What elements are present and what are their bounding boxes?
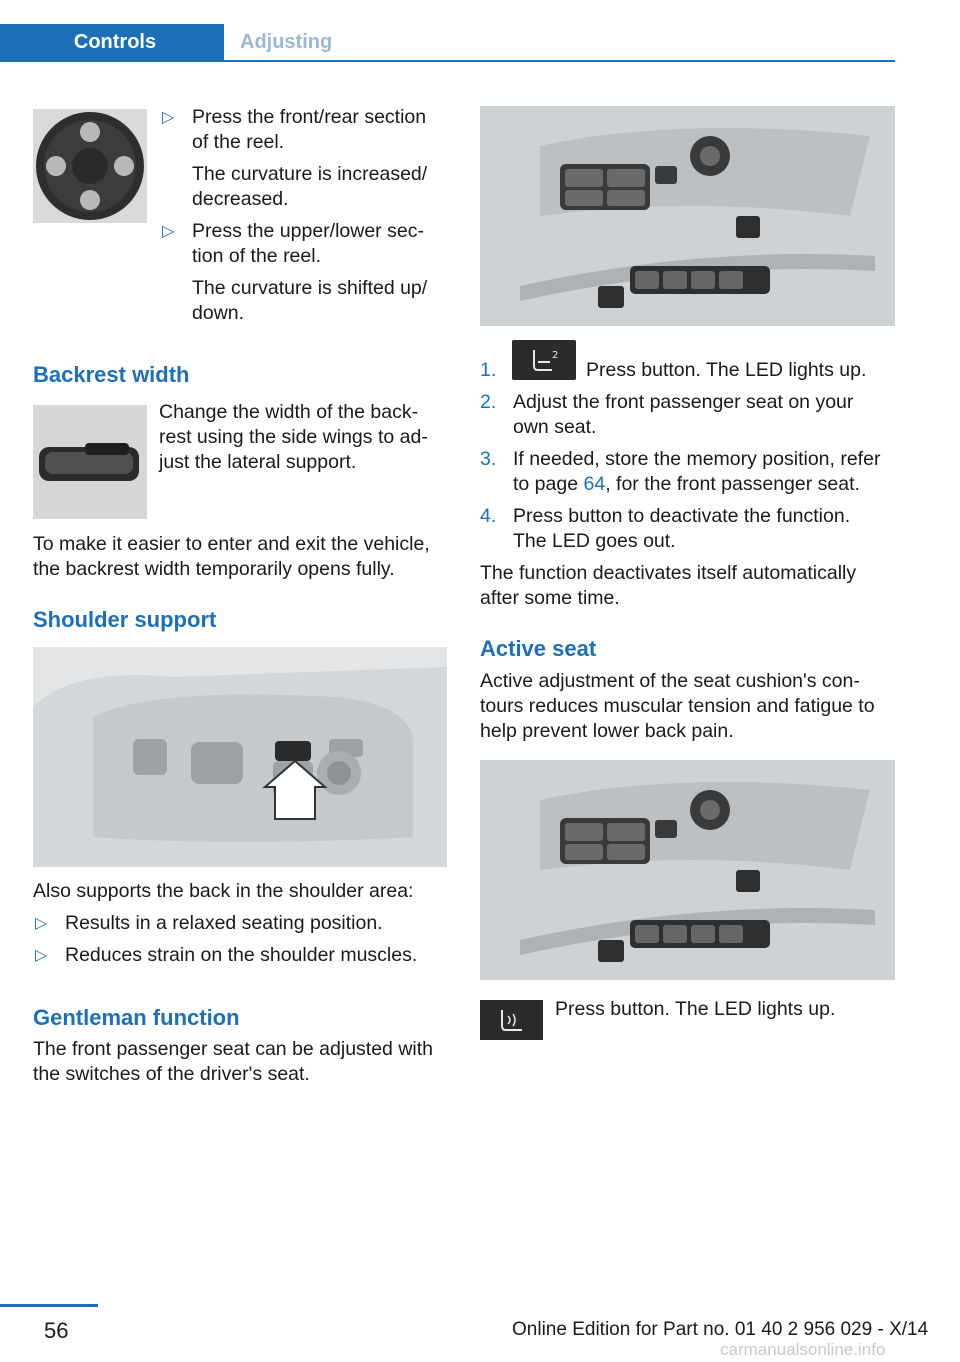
- lumbar-bullet-2: Press the upper/lower sec‐ tion of the reel.: [192, 220, 424, 267]
- lumbar-reel-image: [33, 109, 147, 223]
- backrest-width-note: To make it easier to enter and exit the vehicle, the backrest width temporarily opens fully.: [33, 533, 430, 580]
- shoulder-bullet-2: Reduces strain on the shoulder muscles.: [65, 944, 418, 966]
- page-number: 56: [44, 1318, 69, 1343]
- step-3-number: 3.: [480, 448, 497, 470]
- auto-off-note: The function deactivates itself automatically after some time.: [480, 562, 857, 609]
- step-1-number: 1.: [480, 359, 497, 381]
- step-1-text: Press button. The LED lights up.: [586, 359, 867, 381]
- svg-text:2: 2: [552, 350, 559, 361]
- bullet-triangle-icon: ▷: [162, 109, 175, 126]
- step-4-number: 4.: [480, 505, 497, 527]
- tab-adjusting[interactable]: Adjusting: [240, 31, 333, 53]
- step-3-text-after: , for the front passenger seat.: [605, 473, 860, 495]
- step-3-text-before: If needed, store the memory position, refer to page: [513, 448, 881, 495]
- header-rule: [0, 60, 895, 62]
- shoulder-support-heading: Shoulder support: [33, 607, 217, 632]
- edition-footer: Online Edition for Part no. 01 40 2 956 029 - X/14: [512, 1319, 929, 1340]
- lumbar-bullet-1-result: The curvature is increased/ decreased.: [192, 163, 428, 210]
- lumbar-bullet-1: Press the front/rear section of the reel.: [192, 106, 427, 153]
- backrest-width-description: Change the width of the back‐ rest using the side wings to ad‐ just the lateral support.: [159, 401, 428, 473]
- bullet-triangle-icon: ▷: [35, 947, 48, 964]
- seat-memory-2-button-icon: [512, 340, 576, 380]
- active-seat-heading: Active seat: [480, 636, 597, 661]
- step-2-text: Adjust the front passenger seat on your own seat.: [513, 391, 854, 438]
- page-64-link[interactable]: 64: [583, 473, 606, 495]
- active-seat-button-icon: [480, 1000, 543, 1040]
- watermark: carmanualsonline.info: [720, 1340, 886, 1359]
- shoulder-bullet-1: Results in a relaxed seating position.: [65, 912, 383, 934]
- backrest-width-switch-image: [33, 405, 147, 519]
- lumbar-bullet-2-result: The curvature is shifted up/ down.: [192, 277, 428, 324]
- step-2-number: 2.: [480, 391, 497, 413]
- door-panel-switches-image: [480, 106, 895, 326]
- shoulder-support-intro: Also supports the back in the shoulder area:: [33, 880, 414, 902]
- shoulder-support-image: [33, 647, 447, 867]
- door-panel-active-seat-image: [480, 760, 895, 980]
- page-header: [0, 0, 960, 62]
- active-seat-press-text: Press button. The LED lights up.: [555, 998, 836, 1020]
- bullet-triangle-icon: ▷: [35, 915, 48, 932]
- active-seat-description: Active adjustment of the seat cushion's con‐ tours reduces muscular tension and fatigue to help prevent lower back pain.: [480, 670, 875, 742]
- step-3-text: [513, 447, 895, 497]
- gentleman-function-heading: Gentleman function: [33, 1005, 240, 1030]
- footer-rule: [0, 1304, 98, 1307]
- bullet-triangle-icon: ▷: [162, 223, 175, 240]
- gentleman-function-description: The front passenger seat can be adjusted with the switches of the driver's seat.: [33, 1038, 433, 1085]
- tab-controls[interactable]: Controls: [0, 24, 224, 61]
- backrest-width-heading: Backrest width: [33, 362, 190, 387]
- step-4-text: Press button to deactivate the function. The LED goes out.: [513, 505, 851, 552]
